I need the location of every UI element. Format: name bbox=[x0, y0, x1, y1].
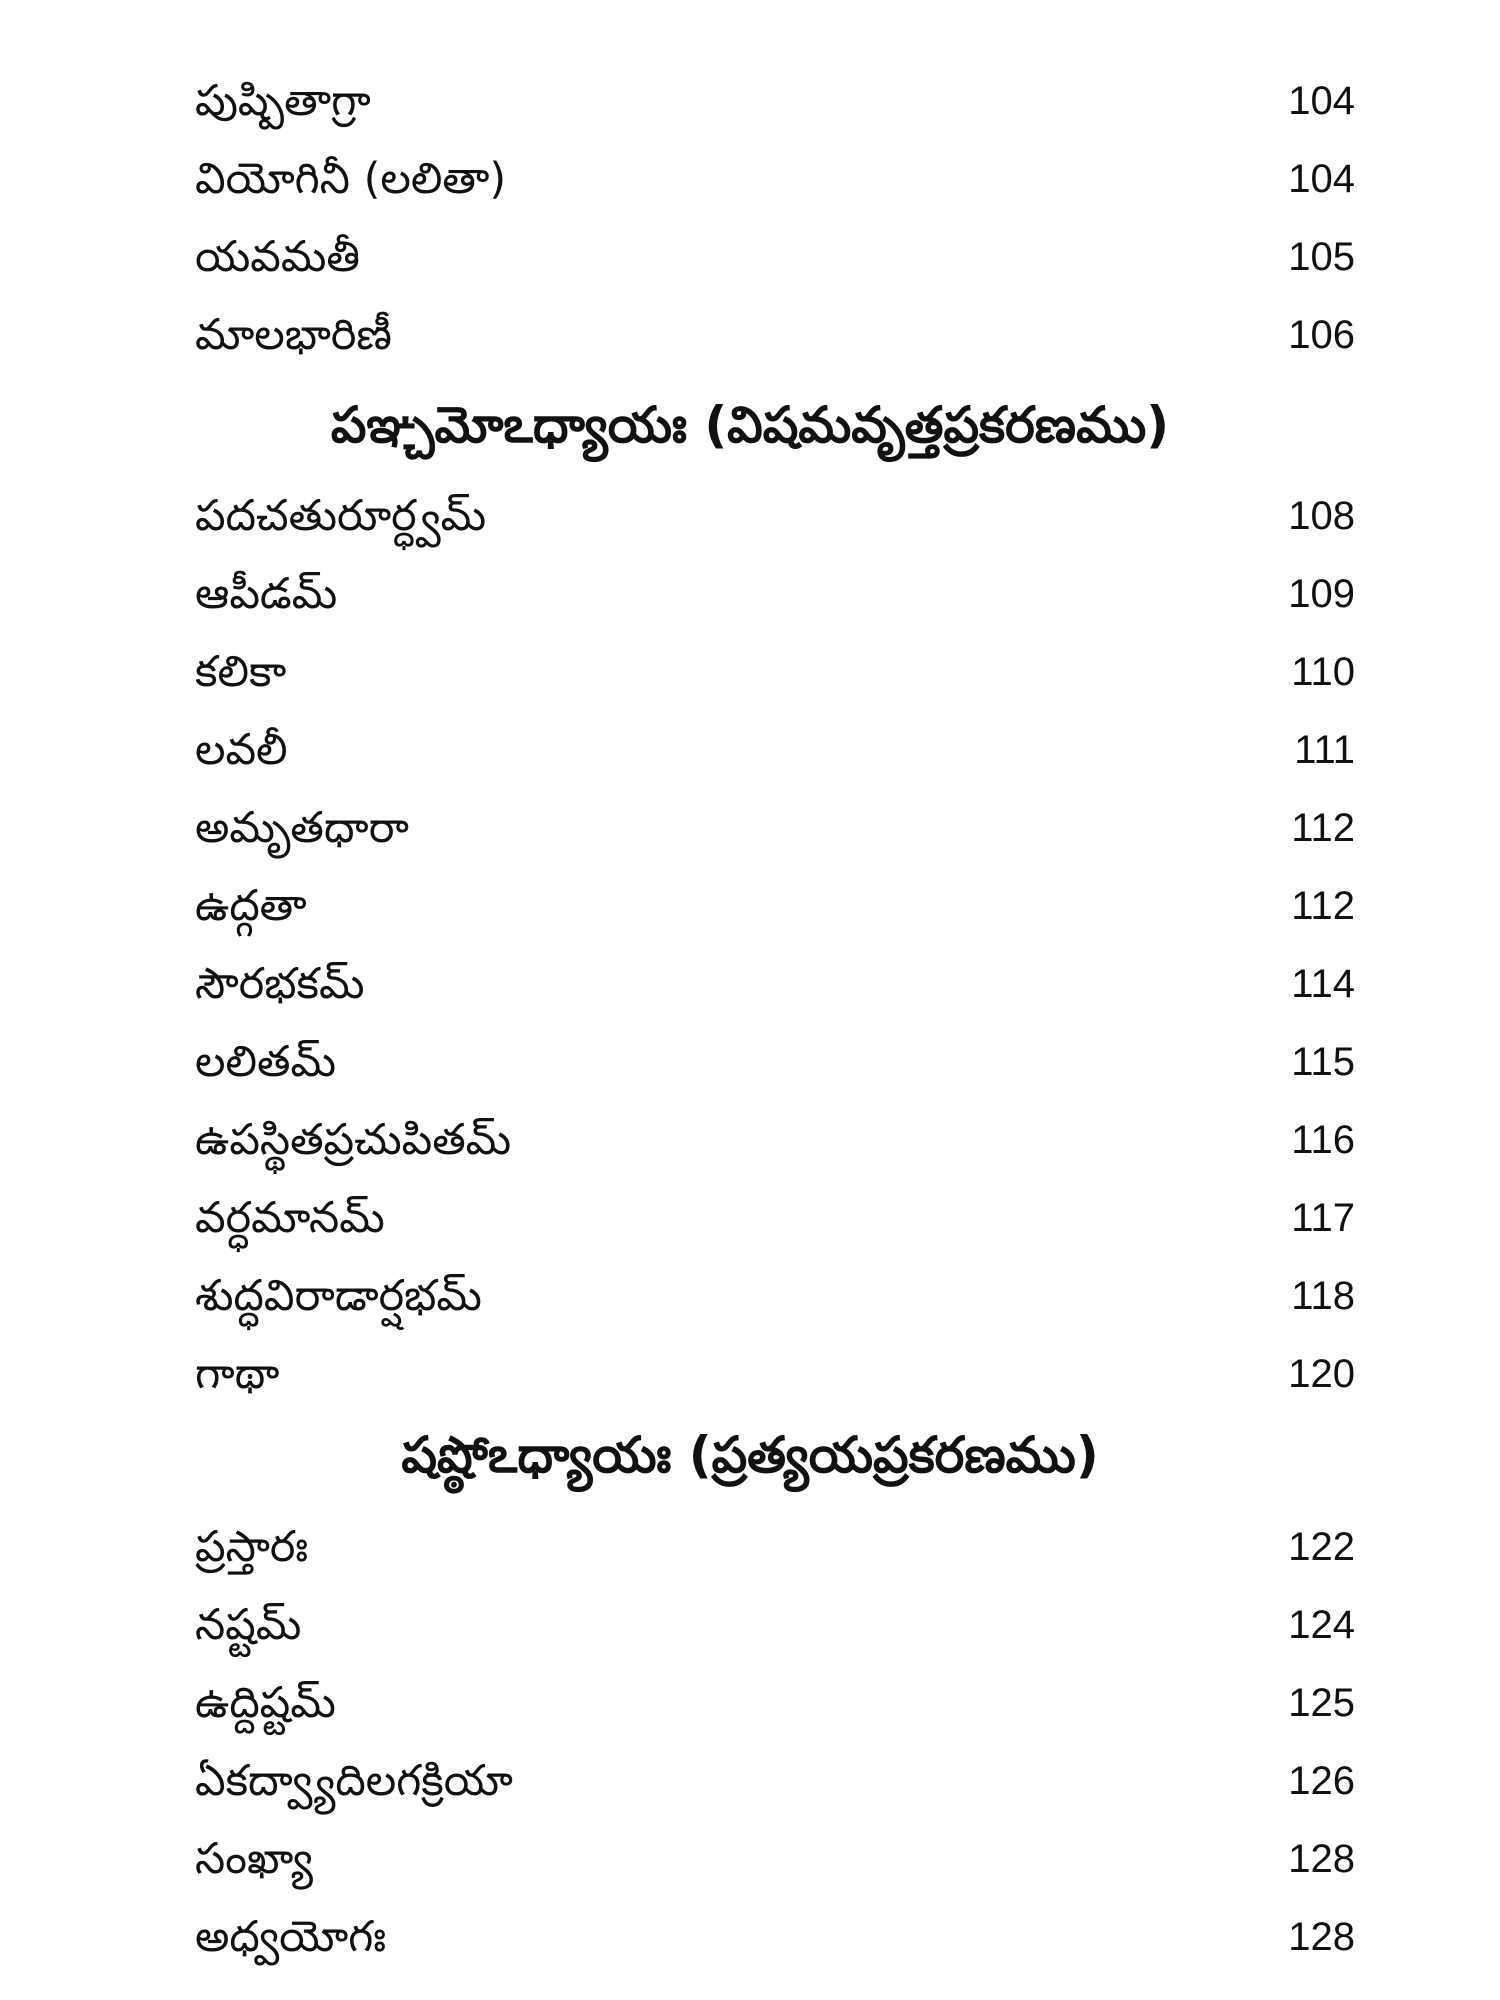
toc-entry-title: సంఖ్యా bbox=[195, 1833, 313, 1884]
toc-entry bbox=[195, 871, 1355, 941]
toc-entry-title: శుద్ధవిరాడార్షభమ్ bbox=[195, 1270, 482, 1321]
toc-entry bbox=[195, 793, 1355, 863]
toc-entry bbox=[195, 1512, 1355, 1582]
chapter-heading: పఞ్చమోఽధ్యాయః (విషమవృత్తప్రకరణము) bbox=[330, 396, 1170, 454]
toc-entry-page: 111 bbox=[1294, 728, 1355, 772]
toc-entry-title: ప్రస్తారః bbox=[195, 1521, 309, 1572]
chapter-heading: షష్ఠోఽధ్యాయః (ప్రత్యయప్రకరణము) bbox=[401, 1426, 1099, 1484]
toc-entry-page: 114 bbox=[1291, 962, 1355, 1006]
toc-entry-title: లలితమ్ bbox=[195, 1036, 336, 1087]
toc-entry-title: ఉద్దిష్టమ్ bbox=[195, 1677, 336, 1728]
toc-entry bbox=[195, 1746, 1355, 1816]
toc-entry-page: 112 bbox=[1291, 806, 1355, 850]
toc-entry-page: 105 bbox=[1288, 235, 1355, 279]
toc-entry bbox=[195, 300, 1355, 370]
toc-entry bbox=[195, 481, 1355, 551]
toc-entry bbox=[195, 222, 1355, 292]
toc-entry-page: 109 bbox=[1288, 572, 1355, 616]
toc-entry bbox=[195, 1105, 1355, 1175]
toc-entry bbox=[195, 144, 1355, 214]
toc-entry bbox=[195, 1261, 1355, 1331]
toc-entry bbox=[195, 1668, 1355, 1738]
toc-entry-page: 125 bbox=[1288, 1681, 1355, 1725]
toc-entry-title: అమృతధారా bbox=[195, 802, 409, 853]
toc-entry bbox=[195, 949, 1355, 1019]
toc-entry-title: ఏకద్వ్యాదిలగక్రియా bbox=[195, 1755, 513, 1806]
toc-entry-page: 122 bbox=[1288, 1525, 1355, 1569]
toc-entry-title: గాథా bbox=[195, 1348, 280, 1399]
toc-entry bbox=[195, 1824, 1355, 1894]
toc-entry bbox=[195, 559, 1355, 629]
toc-entry bbox=[195, 715, 1355, 785]
toc-entry bbox=[195, 637, 1355, 707]
toc-entry-title: యవమతీ bbox=[195, 231, 360, 282]
toc-entry-title: మాలభారిణీ bbox=[195, 309, 392, 360]
toc-entry-page: 128 bbox=[1288, 1837, 1355, 1881]
toc-entry-page: 115 bbox=[1291, 1040, 1355, 1084]
toc-entry-title: ఉపస్థితప్రచుపితమ్ bbox=[195, 1114, 512, 1165]
toc-entry-title: లవలీ bbox=[195, 724, 288, 775]
toc-entry-page: 124 bbox=[1288, 1603, 1355, 1647]
toc-entry-page: 112 bbox=[1291, 884, 1355, 928]
toc-entry-page: 118 bbox=[1291, 1274, 1355, 1318]
toc-entry-title: వర్ధమానమ్ bbox=[195, 1192, 385, 1243]
toc-entry-page: 120 bbox=[1288, 1352, 1355, 1396]
toc-entry-page: 108 bbox=[1288, 494, 1355, 538]
toc-entry-title: కలికా bbox=[195, 646, 287, 697]
toc-entry-page: 117 bbox=[1291, 1196, 1355, 1240]
toc-entry-title: అధ్వయోగః bbox=[195, 1911, 387, 1962]
toc-entry-title: నష్టమ్ bbox=[195, 1599, 302, 1650]
toc-entry bbox=[195, 1902, 1355, 1972]
toc-entry-page: 126 bbox=[1288, 1759, 1355, 1803]
toc-entry-title: ఉద్గతా bbox=[195, 880, 307, 931]
toc-entry-title: వియోగినీ (లలితా) bbox=[195, 153, 507, 204]
toc-entry bbox=[195, 66, 1355, 136]
toc-entry-title: పదచతురూర్ధ్వమ్ bbox=[195, 490, 487, 541]
toc-entry-page: 110 bbox=[1291, 650, 1355, 694]
toc-entry-title: ఆపీడమ్ bbox=[195, 568, 338, 619]
toc-entry bbox=[195, 1339, 1355, 1409]
toc-entry-page: 104 bbox=[1288, 79, 1355, 123]
toc-entry bbox=[195, 1183, 1355, 1253]
toc-entry-page: 116 bbox=[1291, 1118, 1355, 1162]
toc-entry-page: 104 bbox=[1288, 157, 1355, 201]
toc-entry bbox=[195, 1027, 1355, 1097]
toc-entry-page: 106 bbox=[1288, 313, 1355, 357]
toc-entry-title: పుష్పితాగ్రా bbox=[195, 75, 371, 126]
toc-entry-page: 128 bbox=[1288, 1915, 1355, 1959]
toc-entry-title: సౌరభకమ్ bbox=[195, 958, 365, 1009]
toc-entry bbox=[195, 1590, 1355, 1660]
